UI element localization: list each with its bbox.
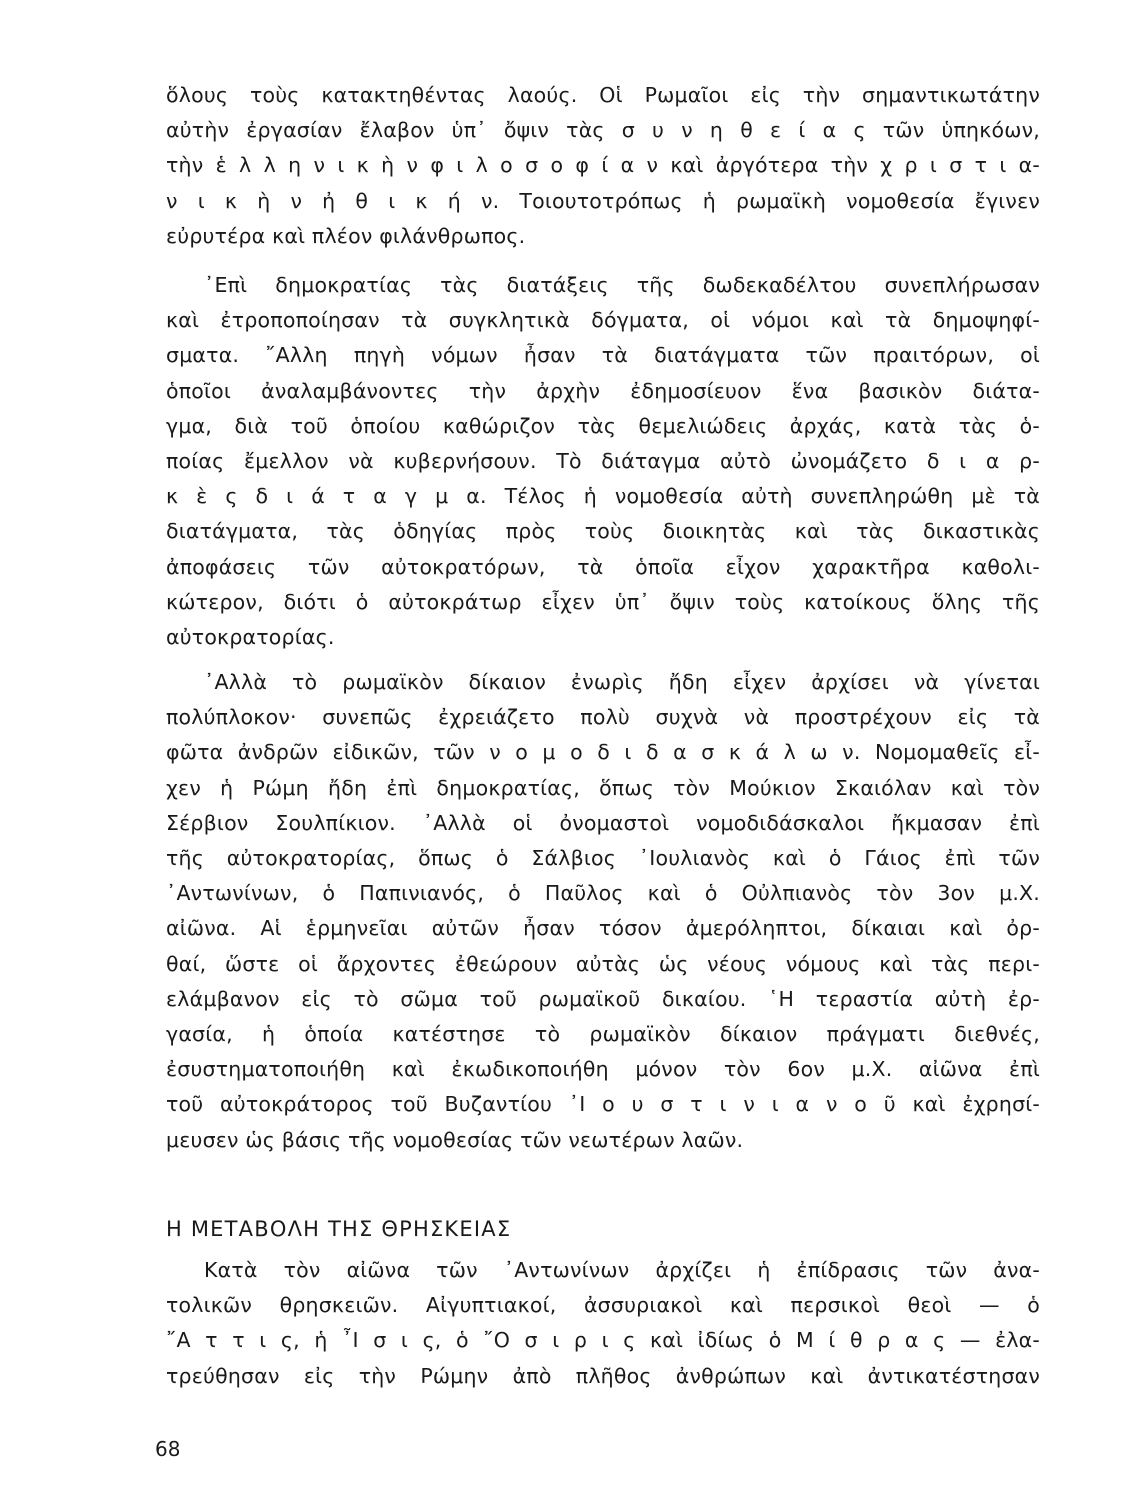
paragraph-line: ῎Α τ τ ι ς, ἡ ῏Ι σ ι ς, ὁ ῎Ο σ ι ρ ι ς καὶ ἰδίως ὁ Μ ί θ ρ α ς — ἐλα- xyxy=(166,1328,1040,1353)
paragraph-line: γμα, διὰ τοῦ ὁποίου καθώριζον τὰς θεμελιώδεις ἀρχάς, κατὰ τὰς ὁ- xyxy=(166,413,1040,438)
paragraph-line: καὶ ἐτροποποίησαν τὰ συγκλητικὰ δόγματα, οἱ νόμοι καὶ τὰ δημοψηφί- xyxy=(166,308,1040,333)
paragraph-line: αἰῶνα. Αἱ ἑρμηνεῖαι αὐτῶν ἦσαν τόσον ἀμερόληπτοι, δίκαιαι καὶ ὀρ- xyxy=(166,916,1040,941)
paragraph-line: διατάγματα, τὰς ὁδηγίας πρὸς τοὺς διοικητὰς καὶ τὰς δικαστικὰς xyxy=(166,519,1040,544)
paragraph-line: τὴν ἑ λ λ η ν ι κ ὴ ν φ ι λ ο σ ο φ ί α ν καὶ ἀργότερα τὴν χ ρ ι σ τ ι α- xyxy=(166,153,1040,178)
paragraph-line: ἀποφάσεις τῶν αὐτοκρατόρων, τὰ ὁποῖα εἶχον χαρακτῆρα καθολι- xyxy=(166,554,1040,579)
paragraph-line: εὐρυτέρα καὶ πλέον φιλάνθρωπος. xyxy=(166,223,526,248)
paragraph-line: ὅλους τοὺς κατακτηθέντας λαούς. Οἱ Ρωμαῖοι εἰς τὴν σημαντικωτάτην xyxy=(166,83,1040,107)
paragraph-1 xyxy=(166,78,1040,254)
paragraph-line: Σέρβιον Σουλπίκιον. ᾽Αλλὰ οἱ ὀνομαστοὶ νομοδιδάσκαλοι ἤκμασαν ἐπὶ xyxy=(166,810,1040,835)
paragraph-line: ἐσυστηματοποιήθη καὶ ἐκωδικοποιήθη μόνον τὸν 6ον μ.Χ. αἰῶνα ἐπὶ xyxy=(166,1057,1040,1082)
section-paragraph xyxy=(166,1253,1040,1394)
paragraph-line: θαί, ὥστε οἱ ἄρχοντες ἐθεώρουν αὐτὰς ὡς νέους νόμους καὶ τὰς περι- xyxy=(166,951,1040,976)
paragraph-2 xyxy=(166,268,1040,655)
section-heading: Η ΜΕΤΑΒΟΛΗ ΤΗΣ ΘΡΗΣΚΕΙΑΣ xyxy=(166,1217,512,1241)
paragraph-line: σματα. ῎Αλλη πηγὴ νόμων ἦσαν τὰ διατάγματα τῶν πραιτόρων, οἱ xyxy=(166,343,1040,368)
paragraph-line: αὐτὴν ἐργασίαν ἔλαβον ὑπ᾽ ὄψιν τὰς σ υ ν η θ ε ί α ς τῶν ὑπηκόων, xyxy=(166,118,1040,143)
paragraph-line: μευσεν ὡς βάσις τῆς νομοθεσίας τῶν νεωτέρων λαῶν. xyxy=(166,1127,744,1152)
paragraph-line: τρεύθησαν εἰς τὴν Ρώμην ἀπὸ πλῆθος ἀνθρώπων καὶ ἀντικατέστησαν xyxy=(166,1363,1040,1388)
paragraph-line: κώτερον, διότι ὁ αὐτοκράτωρ εἶχεν ὑπ᾽ ὄψιν τοὺς κατοίκους ὅλης τῆς xyxy=(166,589,1040,614)
paragraph-line: ὁποῖοι ἀναλαμβάνοντες τὴν ἀρχὴν ἐδημοσίευον ἕνα βασικὸν διάτα- xyxy=(166,378,1040,403)
paragraph-line: ᾽Αντωνίνων, ὁ Παπινιανός, ὁ Παῦλος καὶ ὁ Οὐλπιανὸς τὸν 3ον μ.Χ. xyxy=(166,881,1040,906)
paragraph-line: κ ὲ ς δ ι ά τ α γ μ α. Τέλος ἡ νομοθεσία αὐτὴ συνεπληρώθη μὲ τὰ xyxy=(166,484,1040,509)
paragraph-line: αὐτοκρατορίας. xyxy=(166,625,335,650)
paragraph-line: φῶτα ἀνδρῶν εἰδικῶν, τῶν ν ο μ ο δ ι δ α σ κ ά λ ω ν. Νομομαθεῖς εἶ- xyxy=(166,740,1040,765)
paragraph-line: ᾽Επὶ δημοκρατίας τὰς διατάξεις τῆς δωδεκαδέλτου συνεπλήρωσαν xyxy=(204,273,1040,297)
paragraph-line: τῆς αὐτοκρατορίας, ὅπως ὁ Σάλβιος ᾽Ιουλιανὸς καὶ ὁ Γάιος ἐπὶ τῶν xyxy=(166,846,1040,871)
page-number: 68 xyxy=(155,1437,181,1461)
paragraph-line: χεν ἡ Ρώμη ἤδη ἐπὶ δημοκρατίας, ὅπως τὸν Μούκιον Σκαιόλαν καὶ τὸν xyxy=(166,775,1040,800)
paragraph-line: τολικῶν θρησκειῶν. Αἰγυπτιακοί, ἀσσυριακοὶ καὶ περσικοὶ θεοὶ — ὁ xyxy=(166,1293,1040,1318)
paragraph-line: ποίας ἔμελλον νὰ κυβερνήσουν. Τὸ διάταγμα αὐτὸ ὠνομάζετο δ ι α ρ- xyxy=(166,449,1040,474)
paragraph-line: πολύπλοκον· συνεπῶς ἐχρειάζετο πολὺ συχνὰ νὰ προστρέχουν εἰς τὰ xyxy=(166,705,1040,730)
paragraph-line: ελάμβανον εἰς τὸ σῶμα τοῦ ρωμαϊκοῦ δικαίου. ῾Η τεραστία αὐτὴ ἐρ- xyxy=(166,986,1040,1011)
paragraph-3 xyxy=(166,665,1040,1158)
paragraph-line: ᾽Αλλὰ τὸ ρωμαϊκὸν δίκαιον ἐνωρὶς ἤδη εἶχεν ἀρχίσει νὰ γίνεται xyxy=(204,670,1040,694)
paragraph-line: γασία, ἡ ὁποία κατέστησε τὸ ρωμαϊκὸν δίκαιον πράγματι διεθνές, xyxy=(166,1022,1040,1047)
paragraph-line: Κατὰ τὸν αἰῶνα τῶν ᾽Αντωνίνων ἀρχίζει ἡ ἐπίδρασις τῶν ἀνα- xyxy=(204,1258,1040,1282)
paragraph-line: ν ι κ ὴ ν ἠ θ ι κ ή ν. Τοιουτοτρόπως ἡ ρωμαϊκὴ νομοθεσία ἔγινεν xyxy=(166,188,1040,213)
paragraph-line: τοῦ αὐτοκράτορος τοῦ Βυζαντίου ᾽Ι ο υ σ τ ι ν ι α ν ο ῦ καὶ ἐχρησί- xyxy=(166,1092,1040,1117)
